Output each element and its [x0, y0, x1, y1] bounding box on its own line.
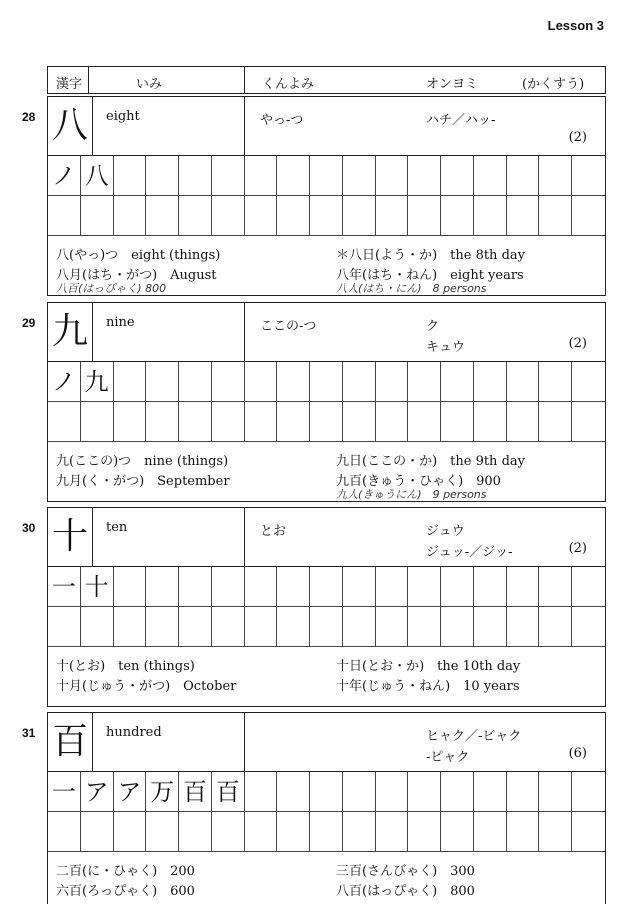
practice-cell[interactable]: [441, 812, 474, 852]
kanji-info: [47, 302, 606, 362]
practice-cell[interactable]: [81, 196, 114, 236]
practice-cell[interactable]: [343, 772, 376, 812]
meaning: ten: [106, 520, 128, 535]
stroke-order-cell: 百: [212, 772, 245, 812]
practice-cell[interactable]: [441, 567, 474, 607]
practice-cell[interactable]: [441, 402, 474, 442]
practice-cell[interactable]: [343, 812, 376, 852]
column-header: [47, 66, 606, 94]
example: 三百(さんびゃく) 300: [336, 864, 475, 879]
handwritten-note: 九人(きゅうにん) 9 persons: [336, 488, 487, 501]
kakusuu-header: (かくすう): [522, 77, 585, 92]
lesson-label: Lesson 3: [547, 18, 604, 33]
practice-cell[interactable]: [245, 607, 278, 647]
practice-cell[interactable]: [474, 362, 507, 402]
kanji-info: [47, 507, 606, 567]
practice-cell[interactable]: [343, 156, 376, 196]
stroke-order-cell: ア: [81, 772, 114, 812]
stroke-count: (2): [568, 336, 587, 351]
practice-cell[interactable]: [179, 362, 212, 402]
example: ＊八日(よう・か) the 8th day: [336, 248, 525, 263]
entry-number: 30: [22, 521, 36, 535]
practice-cell[interactable]: [376, 156, 409, 196]
divider: [244, 303, 245, 361]
practice-cell[interactable]: [376, 196, 409, 236]
practice-cell[interactable]: [212, 402, 245, 442]
practice-cell[interactable]: [212, 607, 245, 647]
onyomi-alt: キュウ: [426, 340, 466, 355]
practice-cell[interactable]: [310, 362, 343, 402]
practice-cell[interactable]: [277, 156, 310, 196]
practice-cell[interactable]: [539, 607, 572, 647]
practice-cell[interactable]: [146, 196, 179, 236]
practice-cell[interactable]: [343, 567, 376, 607]
practice-cell[interactable]: [179, 812, 212, 852]
stroke-order-cell: 万: [146, 772, 179, 812]
practice-cell[interactable]: [539, 402, 572, 442]
practice-cell[interactable]: [179, 567, 212, 607]
practice-cell[interactable]: [146, 156, 179, 196]
practice-cell[interactable]: [408, 607, 441, 647]
onyomi: ク: [426, 319, 440, 334]
onyomi-header: オンヨミ: [426, 77, 479, 92]
practice-cell[interactable]: [212, 812, 245, 852]
practice-cell[interactable]: [114, 402, 147, 442]
practice-cell[interactable]: [441, 607, 474, 647]
stroke-order-cell: ノ: [48, 156, 81, 196]
stroke-order-cell: 十: [81, 567, 114, 607]
practice-cell[interactable]: [114, 156, 147, 196]
examples: [47, 236, 606, 296]
practice-cell[interactable]: [474, 772, 507, 812]
example: 八百(はっぴゃく) 800: [336, 884, 475, 899]
practice-cell[interactable]: [146, 567, 179, 607]
practice-cell[interactable]: [539, 567, 572, 607]
stroke-order-cell: 一: [48, 567, 81, 607]
kanji-info: [47, 96, 606, 156]
example: 二百(に・ひゃく) 200: [56, 864, 195, 879]
practice-cell[interactable]: [441, 772, 474, 812]
divider: [88, 67, 89, 93]
practice-cell[interactable]: [408, 772, 441, 812]
practice-cell[interactable]: [114, 607, 147, 647]
stroke-order-cell: 八: [81, 156, 114, 196]
practice-cell[interactable]: [310, 567, 343, 607]
practice-cell[interactable]: [245, 812, 278, 852]
practice-cell[interactable]: [114, 196, 147, 236]
example: 八月(はち・がつ) August: [56, 268, 217, 283]
practice-cell[interactable]: [441, 196, 474, 236]
practice-cell[interactable]: [146, 607, 179, 647]
practice-cell[interactable]: [277, 812, 310, 852]
divider: [244, 713, 245, 771]
practice-cell[interactable]: [245, 156, 278, 196]
practice-cell[interactable]: [277, 772, 310, 812]
practice-cell[interactable]: [376, 402, 409, 442]
kanji-info: [47, 712, 606, 772]
onyomi-alt: -ピャク: [426, 750, 470, 765]
practice-cell[interactable]: [310, 607, 343, 647]
entry-number: 29: [22, 316, 36, 330]
handwritten-note: 八人(はち・にん) 8 persons: [336, 282, 487, 295]
practice-cell[interactable]: [507, 607, 540, 647]
practice-cell[interactable]: [245, 402, 278, 442]
practice-cell[interactable]: [212, 196, 245, 236]
practice-grid: [47, 156, 606, 236]
practice-cell[interactable]: [48, 607, 81, 647]
practice-cell[interactable]: [146, 402, 179, 442]
practice-cell[interactable]: [343, 402, 376, 442]
practice-cell[interactable]: [48, 812, 81, 852]
practice-cell[interactable]: [507, 196, 540, 236]
example: 八年(はち・ねん) eight years: [336, 268, 524, 283]
stroke-order-cell: ノ: [48, 362, 81, 402]
stroke-order-cell: ア: [114, 772, 147, 812]
practice-cell[interactable]: [408, 812, 441, 852]
practice-cell[interactable]: [539, 156, 572, 196]
practice-grid: [47, 567, 606, 647]
example: 六百(ろっぴゃく) 600: [56, 884, 195, 899]
onyomi-alt: ジュッ-／ジッ-: [426, 545, 513, 560]
practice-cell[interactable]: [212, 567, 245, 607]
example: 十月(じゅう・がつ) October: [56, 679, 237, 694]
practice-cell[interactable]: [539, 362, 572, 402]
stroke-order-cell: 百: [179, 772, 212, 812]
practice-cell[interactable]: [539, 196, 572, 236]
example: 八(やっ)つ eight (things): [56, 248, 221, 263]
practice-cell[interactable]: [408, 156, 441, 196]
practice-cell[interactable]: [572, 567, 605, 607]
examples: [47, 442, 606, 502]
practice-cell[interactable]: [310, 772, 343, 812]
meaning: nine: [106, 315, 135, 330]
practice-cell[interactable]: [507, 156, 540, 196]
practice-cell[interactable]: [408, 567, 441, 607]
practice-grid: [47, 362, 606, 442]
practice-cell[interactable]: [310, 196, 343, 236]
practice-cell[interactable]: [146, 362, 179, 402]
examples: [47, 852, 606, 904]
divider: [244, 97, 245, 155]
practice-cell[interactable]: [277, 567, 310, 607]
example: 十年(じゅう・ねん) 10 years: [336, 679, 520, 694]
practice-cell[interactable]: [539, 772, 572, 812]
practice-cell[interactable]: [474, 812, 507, 852]
practice-cell[interactable]: [179, 607, 212, 647]
practice-cell[interactable]: [343, 607, 376, 647]
example: 九日(ここの・か) the 9th day: [336, 454, 525, 469]
practice-cell[interactable]: [441, 156, 474, 196]
practice-grid: [47, 772, 606, 852]
stroke-count: (2): [568, 541, 587, 556]
stroke-order-cell: 一: [48, 772, 81, 812]
stroke-count: (6): [568, 746, 587, 761]
example: 九(ここの)つ nine (things): [56, 454, 229, 469]
practice-cell[interactable]: [474, 402, 507, 442]
practice-cell[interactable]: [376, 772, 409, 812]
practice-cell[interactable]: [114, 567, 147, 607]
example: 十日(とお・か) the 10th day: [336, 659, 521, 674]
practice-cell[interactable]: [474, 196, 507, 236]
kunyomi: とお: [260, 524, 287, 539]
practice-cell[interactable]: [376, 812, 409, 852]
kanji-character: 十: [48, 508, 93, 566]
divider: [244, 67, 245, 93]
practice-cell[interactable]: [245, 567, 278, 607]
practice-cell[interactable]: [81, 607, 114, 647]
practice-cell[interactable]: [376, 567, 409, 607]
meaning: eight: [106, 109, 140, 124]
kunyomi: やっ-つ: [260, 113, 304, 128]
example: 九百(きゅう・ひゃく) 900: [336, 474, 501, 489]
practice-cell[interactable]: [539, 812, 572, 852]
practice-cell[interactable]: [572, 196, 605, 236]
practice-cell[interactable]: [114, 812, 147, 852]
practice-cell[interactable]: [572, 607, 605, 647]
meaning: hundred: [106, 725, 162, 740]
practice-cell[interactable]: [48, 196, 81, 236]
divider: [244, 508, 245, 566]
practice-cell[interactable]: [441, 362, 474, 402]
handwritten-note: 八百(はっぴゃく) 800: [56, 282, 167, 295]
practice-cell[interactable]: [507, 567, 540, 607]
practice-cell[interactable]: [179, 156, 212, 196]
practice-cell[interactable]: [507, 812, 540, 852]
kanji-character: 八: [48, 97, 93, 155]
practice-cell[interactable]: [245, 362, 278, 402]
practice-cell[interactable]: [474, 607, 507, 647]
practice-cell[interactable]: [572, 402, 605, 442]
practice-cell[interactable]: [179, 196, 212, 236]
practice-cell[interactable]: [572, 156, 605, 196]
practice-cell[interactable]: [474, 567, 507, 607]
practice-cell[interactable]: [277, 402, 310, 442]
stroke-order-cell: 九: [81, 362, 114, 402]
practice-cell[interactable]: [507, 362, 540, 402]
example: 九月(く・がつ) September: [56, 474, 230, 489]
practice-cell[interactable]: [277, 196, 310, 236]
practice-cell[interactable]: [245, 196, 278, 236]
practice-cell[interactable]: [507, 402, 540, 442]
entry-number: 28: [22, 110, 36, 124]
kunyomi: ここの-つ: [260, 319, 317, 334]
practice-cell[interactable]: [376, 607, 409, 647]
kunyomi-header: くんよみ: [262, 77, 315, 92]
practice-cell[interactable]: [277, 362, 310, 402]
imi-header: いみ: [136, 77, 163, 92]
practice-cell[interactable]: [408, 402, 441, 442]
onyomi: ハチ／ハッ-: [426, 113, 496, 128]
kanji-header: 漢字: [56, 77, 83, 92]
practice-cell[interactable]: [408, 362, 441, 402]
practice-cell[interactable]: [48, 402, 81, 442]
practice-cell[interactable]: [245, 772, 278, 812]
onyomi: ジュウ: [426, 524, 465, 539]
kanji-character: 百: [48, 713, 93, 771]
practice-cell[interactable]: [572, 812, 605, 852]
practice-cell[interactable]: [310, 156, 343, 196]
practice-cell[interactable]: [114, 362, 147, 402]
practice-cell[interactable]: [146, 812, 179, 852]
practice-cell[interactable]: [572, 362, 605, 402]
practice-cell[interactable]: [310, 402, 343, 442]
examples: [47, 647, 606, 707]
kanji-character: 九: [48, 303, 93, 361]
practice-cell[interactable]: [212, 362, 245, 402]
practice-cell[interactable]: [81, 812, 114, 852]
practice-cell[interactable]: [572, 772, 605, 812]
onyomi: ヒャク／-ビャク: [426, 729, 522, 744]
practice-cell[interactable]: [81, 402, 114, 442]
practice-cell[interactable]: [376, 362, 409, 402]
entry-number: 31: [22, 726, 36, 740]
stroke-count: (2): [568, 130, 587, 145]
practice-cell[interactable]: [507, 772, 540, 812]
practice-cell[interactable]: [343, 362, 376, 402]
practice-cell[interactable]: [408, 196, 441, 236]
practice-cell[interactable]: [277, 607, 310, 647]
practice-cell[interactable]: [179, 402, 212, 442]
practice-cell[interactable]: [310, 812, 343, 852]
practice-cell[interactable]: [474, 156, 507, 196]
practice-cell[interactable]: [343, 196, 376, 236]
example: 十(とお) ten (things): [56, 659, 195, 674]
practice-cell[interactable]: [212, 156, 245, 196]
